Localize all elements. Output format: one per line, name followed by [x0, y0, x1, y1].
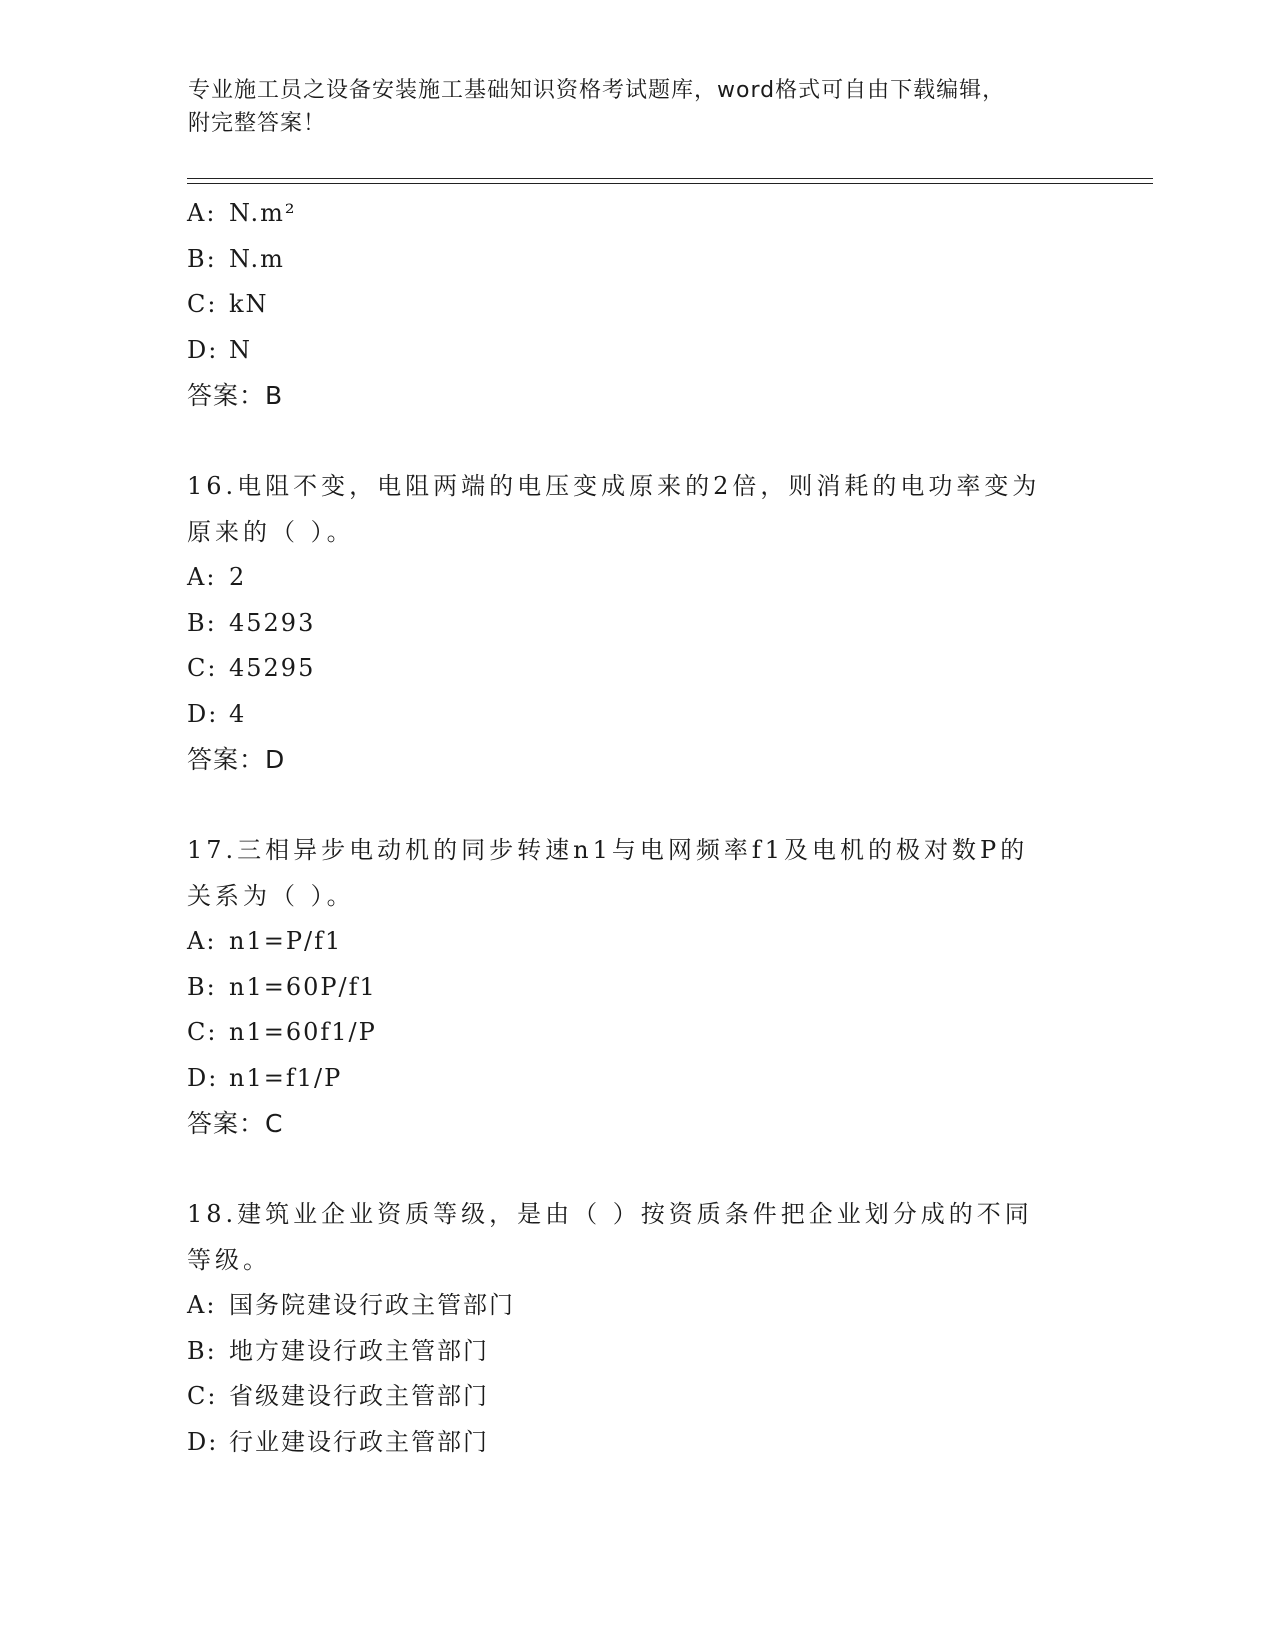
option-text: N.m² [229, 199, 297, 227]
question-15-continued [187, 191, 1107, 419]
option-key: D: [187, 335, 219, 364]
option-b [187, 237, 1107, 283]
header-line-2: 附完整答案！ [188, 111, 327, 136]
option-key: C: [187, 1382, 218, 1410]
option-key: D: [187, 1063, 219, 1092]
question-17 [187, 828, 1107, 1147]
option-key: B: [187, 608, 217, 637]
option-text: N [229, 335, 252, 364]
question-text-line-2: 关系为（ ）。 [187, 881, 355, 910]
option-key: A: [187, 1291, 217, 1319]
option-text: 45293 [229, 608, 316, 637]
option-text: 国务院建设行政主管部门 [229, 1291, 515, 1319]
question-text-line-1: 16.电阻不变，电阻两端的电压变成原来的2倍，则消耗的电功率变为 [187, 472, 1041, 500]
header-line-1: 专业施工员之设备安装施工基础知识资格考试题库，word格式可自由下载编辑， [188, 78, 1006, 103]
option-b [187, 1329, 1107, 1375]
option-c [187, 1010, 1107, 1056]
answer-line: 答案：B [187, 381, 284, 410]
option-text: N.m [229, 244, 285, 273]
option-key: C: [187, 1018, 218, 1046]
option-text: 省级建设行政主管部门 [229, 1382, 489, 1410]
answer-line: 答案：C [187, 1109, 284, 1138]
option-text: n1=P/f1 [229, 927, 343, 955]
option-key: D: [187, 699, 219, 728]
option-text: kN [229, 290, 269, 318]
option-key: A: [187, 199, 217, 227]
option-text: n1=60f1/P [229, 1018, 377, 1046]
question-list [187, 191, 1107, 1465]
option-text: 4 [229, 699, 247, 728]
answer-line: 答案：D [187, 745, 286, 774]
spacer [187, 1147, 1107, 1193]
option-key: A: [187, 927, 217, 955]
option-b [187, 601, 1107, 647]
option-c [187, 1374, 1107, 1420]
option-text: n1=f1/P [229, 1063, 343, 1092]
header-divider-top [187, 178, 1153, 179]
option-a [187, 1283, 1107, 1329]
question-text-line-2: 等级。 [187, 1245, 271, 1274]
question-16 [187, 464, 1107, 783]
option-a [187, 555, 1107, 601]
option-key: B: [187, 1336, 217, 1365]
option-d [187, 328, 1107, 374]
question-text-line-1: 18.建筑业企业资质等级，是由（ ）按资质条件把企业划分成的不同 [187, 1200, 1033, 1228]
question-18 [187, 1192, 1107, 1465]
option-c [187, 282, 1107, 328]
option-key: A: [187, 563, 217, 591]
option-c [187, 646, 1107, 692]
document-header [188, 74, 1088, 140]
option-text: 2 [229, 563, 247, 591]
question-text-line-1: 17.三相异步电动机的同步转速n1与电网频率f1及电机的极对数P的 [187, 836, 1029, 864]
option-d [187, 1420, 1107, 1466]
option-key: D: [187, 1427, 219, 1456]
option-text: 地方建设行政主管部门 [229, 1336, 489, 1365]
question-text-line-2: 原来的（ ）。 [187, 517, 355, 546]
option-text: 45295 [229, 654, 316, 682]
option-text: n1=60P/f1 [229, 972, 377, 1001]
option-key: B: [187, 244, 217, 273]
option-key: C: [187, 654, 218, 682]
header-divider-bottom [187, 183, 1153, 184]
option-a [187, 191, 1107, 237]
option-a [187, 919, 1107, 965]
spacer [187, 783, 1107, 829]
option-b [187, 965, 1107, 1011]
option-key: B: [187, 972, 217, 1001]
option-key: C: [187, 290, 218, 318]
option-d [187, 1056, 1107, 1102]
option-d [187, 692, 1107, 738]
spacer [187, 419, 1107, 465]
option-text: 行业建设行政主管部门 [229, 1427, 489, 1456]
